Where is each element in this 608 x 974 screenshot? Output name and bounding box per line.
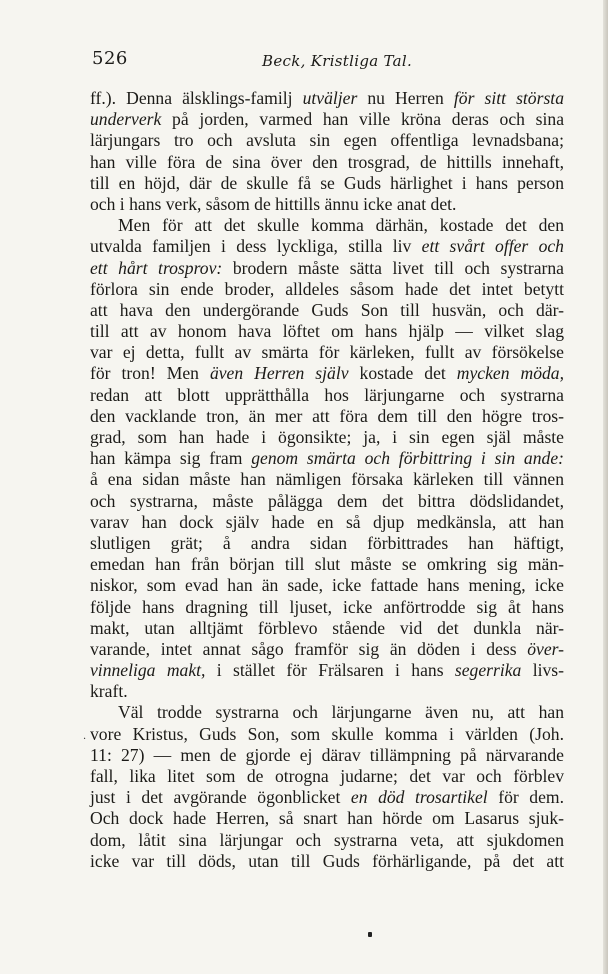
text-span: livs-: [521, 660, 564, 681]
text-line: [90, 427, 564, 448]
text-line: [90, 363, 564, 384]
text-span: vore Kristus, Guds Son, som skulle komma i världen (Joh.: [90, 723, 564, 744]
text-line: [90, 173, 564, 194]
text-line: [90, 639, 564, 660]
page-edge-shadow: [603, 0, 608, 974]
text-line: [90, 554, 564, 575]
text-span: brodern måste sätta livet till och systrarna: [222, 257, 564, 278]
text-line: [90, 491, 564, 512]
text-span: förlora sin ende broder, alldeles såsom hade det intet betytt: [90, 278, 564, 299]
text-line: [90, 109, 564, 130]
text-line: [90, 533, 564, 554]
body-text: [90, 88, 564, 872]
text-line: [90, 660, 564, 681]
text-line: [90, 321, 564, 342]
text-line: [90, 258, 564, 279]
text-span: Men för att det skulle komma därhän, kostade det den: [118, 215, 564, 236]
text-line: [90, 130, 564, 151]
text-line: [90, 406, 564, 427]
text-line: [90, 681, 564, 702]
text-line: [90, 830, 564, 851]
text-line: [90, 745, 564, 766]
text-span: makt, utan alltjämt förblevo stående vid det dunkla när-: [90, 617, 564, 638]
text-span: Och dock hade Herren, så snart han hörde om Lasarus sjuk-: [90, 808, 564, 829]
text-span: niskor, som evad han än sade, icke fattade hans mening, icke: [90, 575, 564, 596]
text-line: [90, 194, 564, 215]
text-line: [90, 342, 564, 363]
text-line: [90, 575, 564, 596]
text-line: [90, 469, 564, 490]
text-line: [90, 597, 564, 618]
page-header: [92, 48, 562, 78]
text-span: till att av honom hava löftet om hans hjälp — vilket slag: [90, 321, 564, 342]
italic-span: ett hårt trosprov:: [90, 257, 223, 278]
text-span: var ej detta, fullt av smärta för kärleken, fullt av försökelse: [90, 342, 564, 363]
text-line: [90, 618, 564, 639]
text-span: icke var till döds, utan till Guds förhärligande, på det att: [90, 850, 564, 871]
italic-span: för sitt största: [453, 88, 564, 108]
text-span: för tron! Men: [90, 363, 210, 384]
page-number: 526: [92, 48, 128, 69]
margin-dot: ·: [83, 734, 87, 745]
text-span: i stället för Frälsaren i hans: [205, 660, 455, 681]
text-span: Väl trodde systrarna och lärjungarne även nu, att han: [118, 702, 564, 723]
text-line: [90, 152, 564, 173]
text-span: redan att blott upprätthålla hos lärjungarne och systrarna: [90, 384, 564, 405]
italic-span: genom smärta och förbittring i sin ande:: [251, 448, 564, 469]
text-span: varav han dock själv hade en så djup medkänsla, att han: [90, 511, 564, 532]
text-line: [90, 702, 564, 723]
text-line: [90, 215, 564, 236]
text-span: följde hans dragning till ljuset, icke anförtrodde sig åt hans: [90, 596, 564, 617]
text-span: för dem.: [487, 787, 564, 808]
text-span: kraft.: [90, 681, 128, 702]
text-span: och i hans verk, såsom de hittills ännu icke anat det.: [90, 193, 457, 214]
text-span: lärjungars tro och avsluta sin egen offentliga levnadsbana;: [90, 130, 564, 151]
text-span: slutligen grät; å andra sidan förbittrades han häftigt,: [90, 532, 564, 553]
text-span: emedan han från början till slut måste se omkring sig män-: [90, 554, 564, 575]
printer-mark: [368, 932, 372, 937]
italic-span: underverk: [90, 109, 162, 130]
italic-span: även Herren själv: [209, 363, 349, 384]
text-span: och systrarna, måste pålägga dem det bittra dödslidandet,: [90, 490, 564, 511]
italic-span: ett svårt offer och: [421, 236, 564, 257]
text-span: just i det avgörande ögonblicket: [90, 787, 351, 808]
text-line: [90, 808, 564, 829]
italic-span: vinneliga makt,: [90, 660, 206, 681]
text-span: utvalda familjen i dess lyckliga, stilla liv: [90, 236, 422, 257]
italic-span: segerrika: [454, 660, 522, 681]
text-span: till en höjd, där de skulle få se Guds härlighet i hans person: [90, 172, 564, 193]
text-span: 11: 27) — men de gjorde ej därav tillämpning på närvarande: [90, 744, 564, 765]
text-span: på jorden, varmed han ville kröna deras och sina: [161, 109, 564, 130]
text-span: han ville föra de sina över den trosgrad, de hittills innehaft,: [90, 151, 564, 172]
text-span: dom, låtit sina lärjungar och systrarna veta, att sjukdomen: [90, 829, 564, 850]
italic-span: mycken möda,: [456, 363, 564, 384]
italic-span: över-: [527, 638, 564, 659]
italic-span: utväljer: [302, 88, 358, 108]
text-line: [90, 787, 564, 808]
text-line: [90, 512, 564, 533]
text-span: å ena sidan måste han nämligen försaka kärleken till vännen: [90, 469, 564, 490]
text-line: [90, 385, 564, 406]
text-line: [90, 766, 564, 787]
text-line: [90, 851, 564, 872]
text-span: fall, lika litet som de otrogna judarne; det var och förblev: [90, 766, 564, 786]
italic-span: en död trosartikel: [350, 787, 488, 808]
text-span: kostade det: [348, 363, 457, 384]
text-span: nu Herren: [357, 88, 454, 108]
text-span: ff.). Denna älsklings-familj: [90, 88, 303, 108]
text-span: varande, intet annat sågo framför sig än döden i dess: [90, 638, 528, 659]
text-line: [90, 724, 564, 745]
text-span: grad, som han hade i ögonsikte; ja, i sin egen själ måste: [90, 427, 564, 447]
text-span: han kämpa sig fram: [90, 448, 252, 469]
text-line: [90, 88, 564, 109]
text-span: den vacklande tron, än mer att föra dem till den högre tros-: [90, 405, 564, 426]
text-span: att hava den undergörande Guds Son till husvän, och där-: [90, 299, 564, 320]
text-line: [90, 448, 564, 469]
text-line: [90, 279, 564, 300]
text-line: [90, 300, 564, 321]
text-line: [90, 236, 564, 257]
running-head: Beck, Kristliga Tal.: [262, 52, 413, 70]
